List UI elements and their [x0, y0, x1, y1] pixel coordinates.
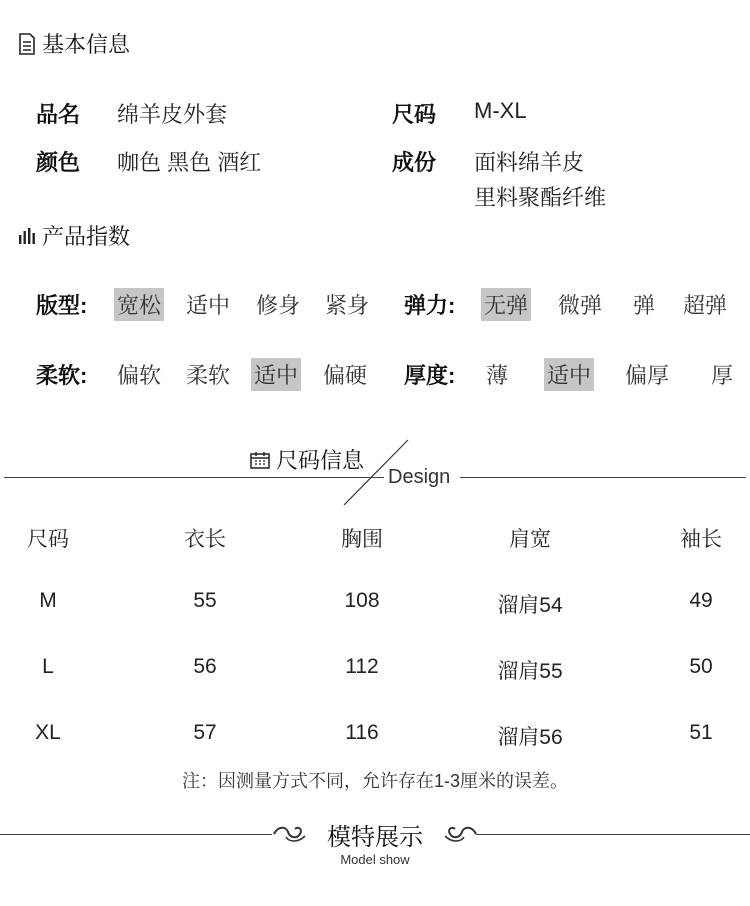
softness-option-medium: 适中 — [251, 358, 301, 391]
table-header-sleeve: 袖长 — [680, 528, 722, 551]
table-cell: 57 — [193, 721, 217, 744]
composition-value-line2: 里料聚酯纤维 — [474, 185, 607, 210]
table-cell: 116 — [345, 721, 379, 744]
table-cell: 49 — [689, 589, 713, 612]
elasticity-option-none: 无弹 — [481, 288, 531, 321]
calendar-icon — [250, 451, 270, 469]
elasticity-option-slight: 微弹 — [558, 293, 603, 318]
model-divider-right — [476, 834, 750, 835]
elasticity-option-super: 超弹 — [683, 293, 728, 318]
table-header-shoulder: 肩宽 — [509, 528, 551, 551]
index-header — [18, 220, 130, 251]
basic-info-header — [18, 28, 130, 59]
fit-option-loose: 宽松 — [114, 288, 164, 321]
table-cell: 溜肩55 — [497, 660, 563, 683]
softness-option-soft: 偏软 — [117, 363, 162, 388]
size-value: M-XL — [474, 98, 527, 123]
table-header-length: 衣长 — [184, 528, 226, 551]
document-icon — [18, 33, 36, 55]
fit-option-slim: 修身 — [256, 293, 301, 318]
model-show-title: 模特展示 — [327, 824, 423, 851]
softness-label: 柔软: — [36, 363, 88, 388]
ornament-right-icon — [442, 823, 478, 845]
bar-chart-icon — [18, 227, 36, 245]
composition-value-line1: 面料绵羊皮 — [474, 150, 585, 175]
table-cell: 108 — [344, 589, 380, 612]
table-cell: 51 — [689, 721, 713, 744]
model-show-subtitle: Model show — [340, 852, 410, 867]
index-title: 产品指数 — [42, 224, 131, 249]
table-cell: 55 — [193, 589, 217, 612]
table-cell: XL — [35, 721, 61, 744]
fit-option-tight: 紧身 — [325, 293, 370, 318]
size-divider-right — [460, 477, 746, 478]
table-header-chest: 胸围 — [341, 528, 383, 551]
table-header-size: 尺码 — [27, 528, 69, 551]
size-info-subtitle: Design — [388, 466, 451, 488]
name-label: 品名 — [36, 102, 81, 127]
softness-option-hard: 偏硬 — [323, 363, 368, 388]
composition-label: 成份 — [392, 150, 437, 175]
table-cell: L — [42, 655, 54, 678]
table-cell: M — [39, 589, 57, 612]
ornament-left-icon — [272, 823, 308, 845]
size-label: 尺码 — [392, 102, 437, 127]
measurement-note: 注：因测量方式不同，允许存在1-3厘米的误差。 — [181, 771, 568, 791]
table-cell: 溜肩54 — [497, 594, 563, 617]
thickness-label: 厚度: — [404, 363, 456, 388]
size-info-header — [250, 444, 364, 475]
elasticity-option-elastic: 弹 — [633, 293, 656, 318]
basic-info-title: 基本信息 — [42, 32, 131, 57]
thickness-option-medium: 适中 — [544, 358, 594, 391]
table-cell: 50 — [689, 655, 713, 678]
thickness-option-thick: 厚 — [711, 363, 734, 388]
size-info-title: 尺码信息 — [276, 448, 365, 473]
table-cell: 56 — [193, 655, 217, 678]
table-cell: 112 — [345, 655, 379, 678]
table-cell: 溜肩56 — [497, 726, 563, 749]
color-value: 咖色 黑色 酒红 — [117, 150, 262, 175]
fit-option-regular: 适中 — [186, 293, 231, 318]
fit-label: 版型: — [36, 293, 88, 318]
color-label: 颜色 — [36, 150, 81, 175]
model-divider-left — [0, 834, 272, 835]
thickness-option-thin: 薄 — [486, 363, 509, 388]
size-divider-left — [4, 477, 384, 478]
thickness-option-thickish: 偏厚 — [625, 363, 670, 388]
softness-option-supple: 柔软 — [186, 363, 231, 388]
elasticity-label: 弹力: — [404, 293, 456, 318]
name-value: 绵羊皮外套 — [117, 102, 228, 127]
